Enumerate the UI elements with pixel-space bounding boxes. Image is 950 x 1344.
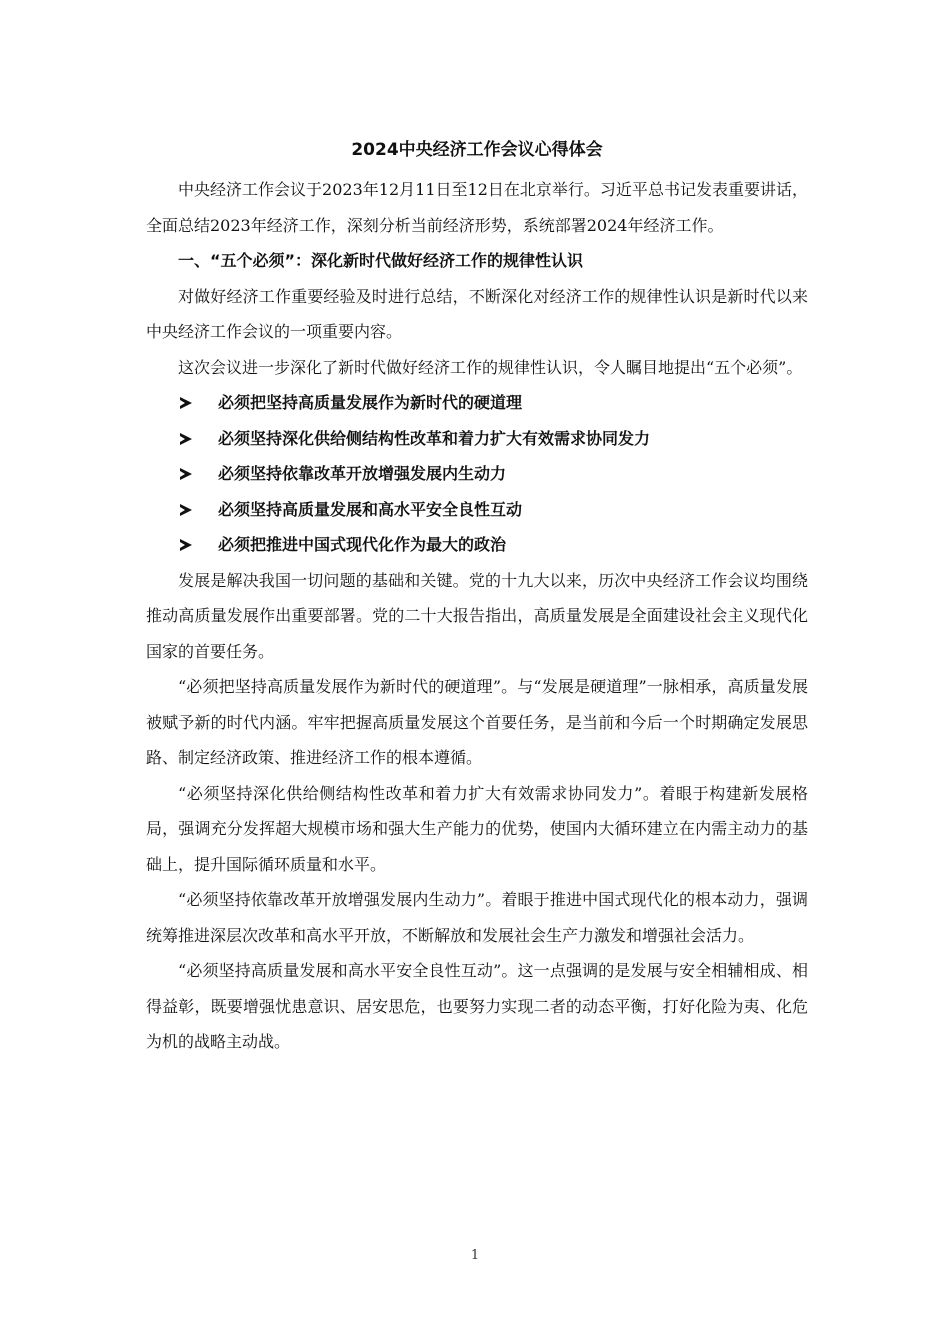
list-item-text: 必须把推进中国式现代化作为最大的政治 xyxy=(218,535,507,554)
paragraph-4: “必须把坚持高质量发展作为新时代的硬道理”。与“发展是硬道理”一脉相承，高质量发展被赋予新的时代内涵。牢牢把握高质量发展这个首要任务，是当前和今后一个时期确定发展思路、制定经济政策、推进经济工作的根本遵循。 xyxy=(146,677,808,767)
paragraph-5: “必须坚持深化供给侧结构性改革和着力扩大有效需求协同发力”。着眼于构建新发展格局，强调充分发挥超大规模市场和强大生产能力的优势，使国内大循环建立在内需主动力的基础上，提升国际循环质量和水平。 xyxy=(146,783,808,874)
intro-paragraph: 中央经济工作会议于2023年12月11日至12日在北京举行。习近平总书记发表重要讲话，全面总结2023年经济工作，深刻分析当前经济形势，系统部署2024年经济工作。 xyxy=(146,180,808,235)
list-item xyxy=(146,421,808,457)
paragraph-1: 对做好经济工作重要经验及时进行总结，不断深化对经济工作的规律性认识是新时代以来中央经济工作会议的一项重要内容。 xyxy=(146,286,808,341)
list-item xyxy=(146,492,808,528)
document-page xyxy=(146,132,808,1060)
five-musts-list xyxy=(146,385,808,563)
arrowhead-bullet-icon xyxy=(180,397,192,409)
list-item xyxy=(146,456,808,492)
arrowhead-bullet-icon xyxy=(180,539,192,551)
document-title: 2024中央经济工作会议心得体会 xyxy=(351,140,603,160)
arrowhead-bullet-icon xyxy=(180,504,192,516)
arrowhead-bullet-icon xyxy=(180,468,192,480)
list-item xyxy=(146,385,808,421)
paragraph-3: 发展是解决我国一切问题的基础和关键。党的十九大以来，历次中央经济工作会议均围绕推动高质量发展作出重要部署。党的二十大报告指出，高质量发展是全面建设社会主义现代化国家的首要任务。 xyxy=(146,570,808,661)
page-number: 1 xyxy=(470,1248,480,1263)
list-item-text: 必须把坚持高质量发展作为新时代的硬道理 xyxy=(218,393,523,412)
list-item xyxy=(146,527,808,563)
paragraph-6: “必须坚持依靠改革开放增强发展内生动力”。着眼于推进中国式现代化的根本动力，强调统筹推进深层次改革和高水平开放，不断解放和发展社会生产力激发和增强社会活力。 xyxy=(146,890,808,945)
paragraph-7: “必须坚持高质量发展和高水平安全良性互动”。这一点强调的是发展与安全相辅相成、相得益彰，既要增强忧患意识、居安思危，也要努力实现二者的动态平衡，打好化险为夷、化危为机的战略主动战。 xyxy=(146,961,808,1051)
list-item-text: 必须坚持依靠改革开放增强发展内生动力 xyxy=(218,464,507,483)
list-item-text: 必须坚持深化供给侧结构性改革和着力扩大有效需求协同发力 xyxy=(218,428,651,448)
section-heading-five-musts: 一、“五个必须”：深化新时代做好经济工作的规律性认识 xyxy=(178,251,584,270)
paragraph-2: 这次会议进一步深化了新时代做好经济工作的规律性认识，令人瞩目地提出“五个必须”。 xyxy=(178,357,803,377)
list-item-text: 必须坚持高质量发展和高水平安全良性互动 xyxy=(218,499,523,519)
arrowhead-bullet-icon xyxy=(180,433,192,445)
